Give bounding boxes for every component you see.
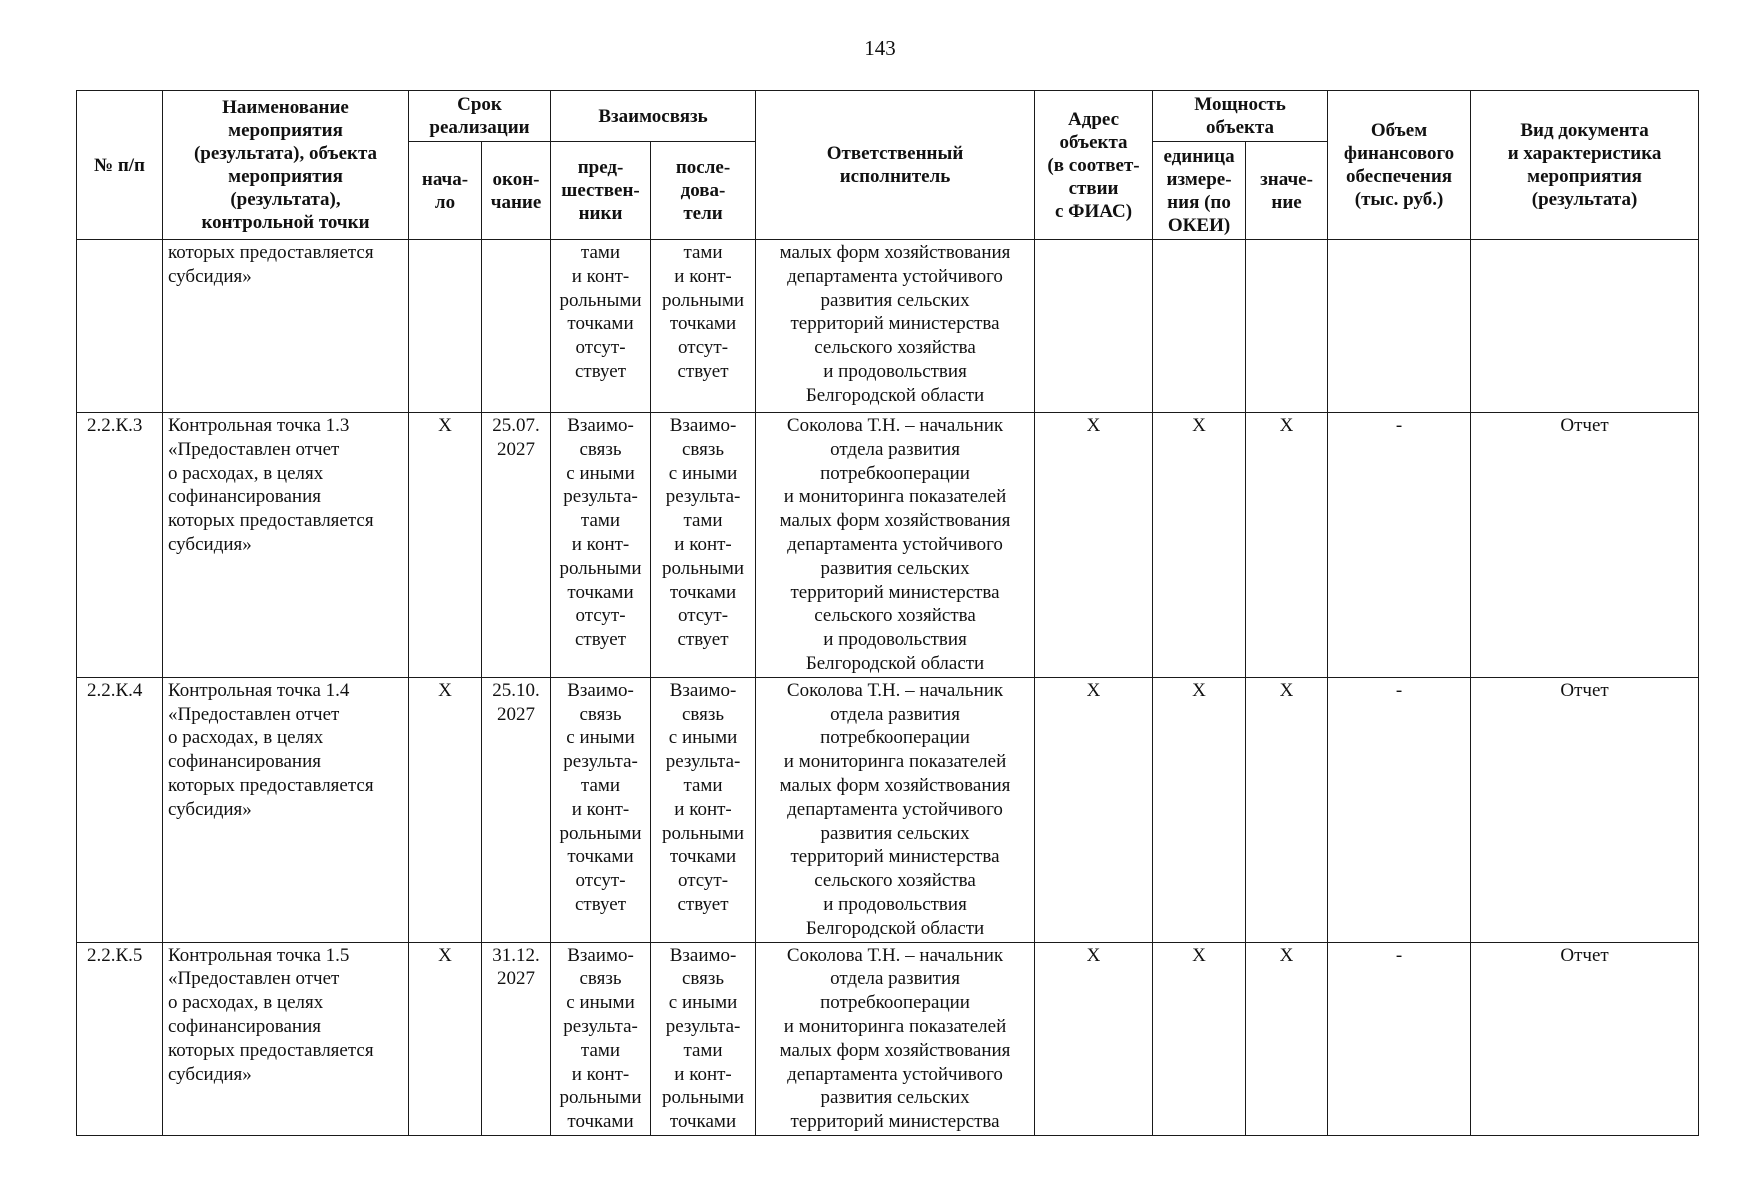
cell-line: точками	[669, 1111, 737, 1133]
cell-line: (тыс. руб.)	[1354, 189, 1444, 210]
cell-line: Соколова Т.Н. – начальник	[786, 415, 1004, 436]
cell-line: рольными	[662, 822, 745, 844]
cell-line: о расходах, в целях	[168, 727, 324, 749]
row-finance: -	[1328, 413, 1471, 678]
cell-line: Взаимо-	[567, 944, 634, 966]
cell-line: отсут-	[677, 337, 729, 359]
header-capacity-group	[1153, 91, 1328, 142]
cell-line: которых предоставляется	[168, 242, 374, 263]
cell-line: департамента устойчивого	[787, 1063, 1003, 1085]
cell-line: единица	[1163, 145, 1235, 167]
cell-line: Мощность	[1194, 94, 1286, 115]
activities-table	[76, 90, 1699, 1136]
cell-line: о расходах, в целях	[168, 992, 324, 1014]
cell-line: с иными	[566, 992, 635, 1014]
row-name	[163, 413, 409, 678]
row-number: 2.2.К.3	[77, 413, 163, 678]
header-term-start	[409, 142, 482, 240]
table-row	[77, 240, 1699, 413]
cell-line: рольными	[559, 1087, 642, 1109]
cell-line: тами	[580, 1039, 621, 1061]
row-start: X	[409, 413, 482, 678]
row-unit: X	[1153, 677, 1246, 942]
cell-line: с иными	[668, 727, 738, 749]
cell-line: точками	[567, 313, 634, 335]
cell-line: с иными	[668, 992, 738, 1014]
cell-line: объекта	[1206, 117, 1275, 138]
row-start	[409, 240, 482, 413]
row-finance: -	[1328, 677, 1471, 942]
header-name	[163, 91, 409, 240]
header-term-group	[409, 91, 551, 142]
cell-line: ники	[578, 203, 623, 224]
row-unit: X	[1153, 942, 1246, 1135]
row-successors	[651, 942, 756, 1135]
cell-line: 2027	[497, 703, 535, 725]
cell-line: окон-	[492, 168, 540, 190]
cell-line: результа-	[665, 486, 741, 508]
cell-line: департамента устойчивого	[787, 533, 1003, 555]
cell-line: сельского хозяйства	[814, 870, 976, 892]
row-name	[163, 240, 409, 413]
cell-line: и мониторинга показателей	[783, 751, 1007, 773]
cell-line: точками	[669, 313, 737, 335]
cell-line: и конт-	[571, 265, 630, 287]
cell-line: ствует	[677, 893, 729, 915]
cell-line: результа-	[563, 751, 638, 773]
cell-line: «Предоставлен отчет	[168, 968, 340, 990]
row-start: X	[409, 677, 482, 942]
cell-line: и конт-	[674, 798, 732, 820]
cell-line: и мониторинга показателей	[783, 486, 1007, 508]
cell-line: развития сельских	[820, 1087, 970, 1109]
table-row	[77, 942, 1699, 1135]
cell-line: Взаимо-	[669, 944, 737, 966]
row-doc: Отчет	[1471, 413, 1699, 678]
row-predecessors	[551, 240, 651, 413]
cell-line: Взаимо-	[669, 415, 737, 436]
cell-line: точками	[669, 846, 737, 868]
cell-line: связь	[681, 703, 725, 725]
cell-line: Срок	[457, 94, 502, 115]
cell-line: департамента устойчивого	[787, 798, 1003, 820]
cell-line: рольными	[662, 1087, 745, 1109]
cell-line: исполнитель	[839, 166, 951, 187]
cell-line: дова-	[680, 180, 726, 201]
cell-line: тели	[683, 203, 723, 224]
cell-line: отсут-	[677, 870, 729, 892]
cell-line: сельского хозяйства	[814, 337, 976, 359]
cell-line: Соколова Т.Н. – начальник	[786, 944, 1004, 966]
cell-line: с иными	[668, 462, 738, 484]
cell-line: Объем	[1370, 120, 1428, 141]
row-value: X	[1246, 942, 1328, 1135]
header-capacity-unit	[1153, 142, 1246, 240]
cell-line: ло	[434, 191, 456, 213]
cell-line: территорий министерства	[790, 1111, 1000, 1133]
cell-line: ствует	[677, 360, 729, 382]
row-responsible	[756, 677, 1035, 942]
cell-line: отсут-	[575, 605, 626, 627]
header-link-pred	[551, 142, 651, 240]
row-number: 2.2.К.4	[77, 677, 163, 942]
cell-line: результа-	[665, 751, 741, 773]
cell-line: финансового	[1343, 143, 1455, 164]
cell-line: рольными	[662, 289, 745, 311]
cell-line: точками	[567, 846, 634, 868]
header-responsible	[756, 91, 1035, 240]
cell-line: ОКЕИ)	[1167, 214, 1231, 236]
row-end	[482, 942, 551, 1135]
cell-line: отдела развития	[830, 968, 960, 990]
cell-line: ствует	[677, 629, 729, 651]
cell-line: связь	[579, 438, 622, 460]
row-address: X	[1035, 942, 1153, 1135]
cell-line: субсидия»	[168, 798, 252, 820]
cell-line: 25.10.	[492, 679, 540, 701]
cell-line: «Предоставлен отчет	[168, 703, 340, 725]
cell-line: мероприятия	[228, 120, 343, 141]
cell-line: о расходах, в целях	[168, 462, 324, 484]
header-capacity-value	[1246, 142, 1328, 240]
cell-line: измере-	[1166, 168, 1232, 190]
cell-line: развития сельских	[820, 822, 970, 844]
cell-line: точками	[567, 581, 634, 603]
row-successors	[651, 240, 756, 413]
cell-line: и конт-	[571, 798, 630, 820]
cell-line: и продовольствия	[823, 893, 967, 915]
cell-line: софинансирования	[168, 1015, 322, 1037]
cell-line: Белгородской области	[805, 917, 985, 939]
table-row	[77, 413, 1699, 678]
cell-line: связь	[579, 703, 622, 725]
cell-line: субсидия»	[168, 533, 252, 555]
cell-line: 25.07.	[492, 415, 540, 436]
cell-line: ствует	[574, 360, 627, 382]
cell-line: Контрольная точка 1.4	[168, 679, 350, 701]
row-unit	[1153, 240, 1246, 413]
cell-line: Ответственный	[826, 143, 964, 164]
header-doc-type	[1471, 91, 1699, 240]
cell-line: (результата)	[1531, 189, 1638, 210]
cell-line: ствует	[574, 629, 627, 651]
row-doc: Отчет	[1471, 942, 1699, 1135]
cell-line: Взаимо-	[669, 679, 737, 701]
cell-line: малых форм хозяйствования	[779, 242, 1011, 263]
cell-line: Адрес	[1068, 108, 1120, 130]
row-end	[482, 677, 551, 942]
cell-line: которых предоставляется	[168, 510, 374, 532]
cell-line: с иными	[566, 462, 635, 484]
cell-line: пред-	[577, 157, 624, 178]
cell-line: шествен-	[561, 180, 640, 201]
cell-line: рольными	[662, 557, 745, 579]
cell-line: тами	[580, 774, 621, 796]
cell-line: и конт-	[674, 1063, 732, 1085]
cell-line: контрольной точки	[201, 212, 370, 233]
row-name	[163, 677, 409, 942]
cell-line: субсидия»	[168, 265, 252, 287]
header-link-succ	[651, 142, 756, 240]
cell-line: Белгородской области	[805, 384, 985, 406]
cell-line: тами	[683, 774, 723, 796]
row-number: 2.2.К.5	[77, 942, 163, 1135]
cell-line: которых предоставляется	[168, 774, 374, 796]
cell-line: Взаимо-	[567, 415, 634, 436]
cell-line: потребкооперации	[820, 462, 970, 484]
cell-line: и мониторинга показателей	[783, 1015, 1007, 1037]
row-responsible	[756, 240, 1035, 413]
cell-line: мероприятия	[1527, 166, 1642, 187]
cell-line: после-	[675, 157, 731, 178]
cell-line: связь	[579, 968, 622, 990]
row-start: X	[409, 942, 482, 1135]
cell-line: развития сельских	[820, 289, 970, 311]
cell-line: Взаимо-	[567, 679, 634, 701]
cell-line: реализации	[429, 117, 530, 138]
cell-line: малых форм хозяйствования	[779, 1039, 1011, 1061]
row-value: X	[1246, 677, 1328, 942]
cell-line: чание	[490, 191, 542, 213]
cell-line: (результата),	[230, 189, 341, 210]
cell-line: потребкооперации	[820, 992, 970, 1014]
cell-line: точками	[669, 581, 737, 603]
row-address	[1035, 240, 1153, 413]
cell-line: и конт-	[674, 265, 732, 287]
cell-line: субсидия»	[168, 1063, 252, 1085]
cell-line: «Предоставлен отчет	[168, 438, 340, 460]
cell-line: результа-	[563, 1015, 638, 1037]
row-name	[163, 942, 409, 1135]
cell-line: рольными	[559, 289, 642, 311]
cell-line: Соколова Т.Н. – начальник	[786, 679, 1004, 701]
cell-line: рольными	[559, 822, 642, 844]
cell-line: ствует	[574, 893, 627, 915]
cell-line: значе-	[1260, 168, 1313, 190]
cell-line: нача-	[421, 168, 469, 190]
cell-line: Контрольная точка 1.3	[168, 415, 350, 436]
cell-line: рольными	[559, 557, 642, 579]
row-doc: Отчет	[1471, 677, 1699, 942]
cell-line: тами	[683, 242, 723, 263]
cell-line: и продовольствия	[823, 629, 967, 651]
cell-line: отдела развития	[830, 438, 960, 460]
cell-line: отсут-	[677, 605, 729, 627]
cell-line: отсут-	[575, 337, 626, 359]
cell-line: (результата), объекта	[193, 143, 378, 164]
cell-line: потребкооперации	[820, 727, 970, 749]
row-unit: X	[1153, 413, 1246, 678]
row-doc	[1471, 240, 1699, 413]
row-successors	[651, 413, 756, 678]
header-term-end	[482, 142, 551, 240]
row-finance	[1328, 240, 1471, 413]
page-number: 143	[864, 36, 896, 60]
cell-line: отсут-	[575, 870, 626, 892]
cell-line: тами	[683, 510, 723, 532]
cell-line: и конт-	[571, 533, 630, 555]
cell-line: ние	[1271, 191, 1302, 213]
cell-line: 31.12.	[492, 944, 540, 966]
cell-line: ствии	[1068, 177, 1119, 199]
row-number	[77, 240, 163, 413]
cell-line: связь	[681, 968, 725, 990]
cell-line: (в соответ-	[1047, 154, 1140, 176]
row-responsible	[756, 413, 1035, 678]
cell-line: и конт-	[571, 1063, 630, 1085]
cell-line: мероприятия	[228, 166, 343, 187]
row-responsible	[756, 942, 1035, 1135]
cell-line: ния (по	[1167, 191, 1231, 213]
cell-line: 2027	[497, 438, 535, 460]
cell-line: и продовольствия	[823, 360, 967, 382]
cell-line: Белгородской области	[805, 652, 985, 674]
row-value	[1246, 240, 1328, 413]
cell-line: 2027	[497, 968, 535, 990]
row-successors	[651, 677, 756, 942]
cell-line: территорий министерства	[790, 313, 1000, 335]
cell-line: результа-	[563, 486, 638, 508]
cell-line: тами	[580, 510, 621, 532]
cell-line: тами	[580, 242, 621, 263]
cell-line: сельского хозяйства	[814, 605, 976, 627]
cell-line: и конт-	[674, 533, 732, 555]
row-finance: -	[1328, 942, 1471, 1135]
cell-line: которых предоставляется	[168, 1039, 374, 1061]
table-row	[77, 677, 1699, 942]
cell-line: департамента устойчивого	[787, 265, 1003, 287]
cell-line: малых форм хозяйствования	[779, 774, 1011, 796]
cell-line: с ФИАС)	[1054, 200, 1133, 222]
cell-line: Наименование	[222, 97, 349, 118]
cell-line: связь	[681, 438, 725, 460]
row-end	[482, 413, 551, 678]
cell-line: результа-	[665, 1015, 741, 1037]
header-address	[1035, 91, 1153, 240]
cell-line: Контрольная точка 1.5	[168, 944, 350, 966]
cell-line: отдела развития	[830, 703, 960, 725]
row-value: X	[1246, 413, 1328, 678]
cell-line: и характеристика	[1507, 143, 1662, 164]
cell-line: территорий министерства	[790, 581, 1000, 603]
header-num: № п/п	[77, 91, 163, 240]
row-end	[482, 240, 551, 413]
header-finance	[1328, 91, 1471, 240]
cell-line: обеспечения	[1346, 166, 1453, 187]
cell-line: с иными	[566, 727, 635, 749]
cell-line: софинансирования	[168, 486, 322, 508]
cell-line: тами	[683, 1039, 723, 1061]
cell-line: территорий министерства	[790, 846, 1000, 868]
row-address: X	[1035, 677, 1153, 942]
header-link-group: Взаимосвязь	[551, 91, 756, 142]
row-predecessors	[551, 942, 651, 1135]
cell-line: малых форм хозяйствования	[779, 510, 1011, 532]
row-predecessors	[551, 413, 651, 678]
cell-line: объекта	[1059, 131, 1128, 153]
cell-line: Вид документа	[1520, 120, 1649, 141]
cell-line: развития сельских	[820, 557, 970, 579]
row-address: X	[1035, 413, 1153, 678]
row-predecessors	[551, 677, 651, 942]
cell-line: точками	[567, 1111, 634, 1133]
cell-line: софинансирования	[168, 751, 322, 773]
